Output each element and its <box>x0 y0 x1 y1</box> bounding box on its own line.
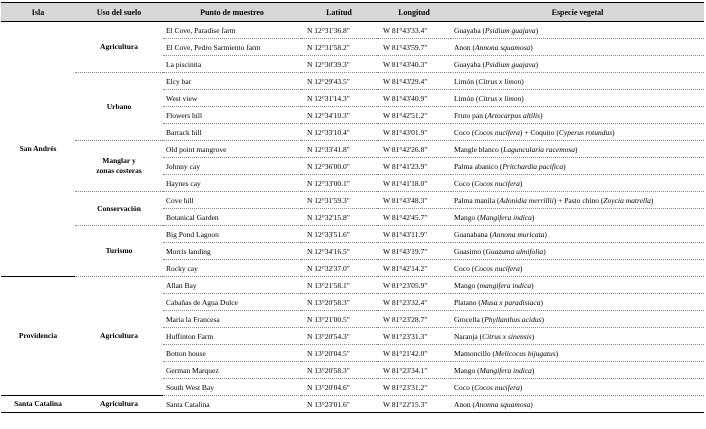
longitude-cell: W 81°42'26.8" <box>377 141 451 158</box>
species-cell <box>451 124 704 141</box>
land-use-cell: Turismo <box>75 226 163 277</box>
species-scientific-name: Mangifera indica <box>479 365 532 375</box>
species-text: ) <box>540 110 543 120</box>
longitude-cell: W 81°43'48.3" <box>377 192 451 209</box>
sampling-point-cell: Big Pond Lagoon <box>163 226 301 243</box>
species-text: ) <box>650 195 654 205</box>
species-common-name: Guasimo ( <box>454 246 486 256</box>
latitude-cell: N 12°34'10.3" <box>301 107 377 124</box>
species-scientific-name: Cocos nucifera <box>474 127 520 137</box>
sampling-point-cell: Haynes cay <box>163 175 301 192</box>
species-text: ) <box>531 212 535 222</box>
latitude-cell: N 12°33'10.4" <box>301 124 377 141</box>
species-text: ) <box>544 229 547 239</box>
longitude-cell: W 81°42'14.2" <box>377 260 451 277</box>
species-cell <box>451 243 704 260</box>
longitude-cell: W 81°43'40.3" <box>377 56 451 73</box>
species-common-name: Mango ( <box>454 365 480 375</box>
species-text: ) <box>519 178 523 188</box>
species-common-name: Platano ( <box>454 297 481 307</box>
species-text: ) <box>530 42 533 52</box>
header-longitud: Longitud <box>377 3 451 22</box>
sampling-point-cell: Allan Bay <box>163 277 301 294</box>
land-use-line: Manglar y <box>102 156 136 165</box>
longitude-cell: W 81°23'31.3" <box>377 328 451 345</box>
longitude-cell: W 81°43'29.4" <box>377 73 451 90</box>
species-cell <box>451 192 704 209</box>
longitude-cell: W 81°42'45.7" <box>377 209 451 226</box>
sampling-point-cell: Botton house <box>163 345 301 362</box>
longitude-cell: W 81°23'28.7" <box>377 311 451 328</box>
species-text: ) <box>530 399 533 409</box>
species-cell <box>451 362 704 379</box>
latitude-cell: N 13°23'01.6" <box>301 396 377 413</box>
sampling-point-cell: La piscinita <box>163 56 301 73</box>
species-scientific-name: Psidium guajava <box>485 25 536 35</box>
species-scientific-name: Artocarpus altilis <box>487 110 541 120</box>
sampling-point-cell: Old point mangrove <box>163 141 301 158</box>
latitude-cell: N 12°31'36.8" <box>301 22 377 39</box>
latitude-cell: N 12°31'58.2" <box>301 39 377 56</box>
land-use-line: zonas costeras <box>96 166 142 175</box>
sampling-point-cell: Barrack hill <box>163 124 301 141</box>
species-scientific-name: Annona muricata <box>492 229 545 239</box>
latitude-cell: N 12°34'16.5" <box>301 243 377 260</box>
land-use-cell: Agricultura <box>75 277 163 396</box>
species-cell <box>451 294 704 311</box>
table-row <box>1 277 704 294</box>
sampling-table <box>1 2 704 413</box>
land-use-cell: Agricultura <box>75 22 163 73</box>
species-scientific-name: mangifera indica <box>479 280 532 290</box>
table-row <box>1 22 704 39</box>
sampling-point-cell: Johnny cay <box>163 158 301 175</box>
sampling-point-cell: Rocky cay <box>163 260 301 277</box>
species-common-name: Guayaba ( <box>454 25 486 35</box>
species-text: ) <box>535 59 539 69</box>
latitude-cell: N 13°20'58.3" <box>301 362 377 379</box>
header-isla: Isla <box>1 3 75 22</box>
table-row <box>1 226 704 243</box>
species-common-name: Anon ( <box>454 42 476 52</box>
latitude-cell: N 13°20'04.5" <box>301 345 377 362</box>
island-cell: Santa Catalina <box>1 396 75 413</box>
species-text: ) <box>543 246 546 256</box>
latitude-cell: N 12°31'14.3" <box>301 90 377 107</box>
species-cell <box>451 396 704 413</box>
species-scientific-name: Phyllanthus acidus <box>484 314 542 324</box>
species-scientific-name: Guazuma ulmifolia <box>485 246 544 256</box>
latitude-cell: N 12°33'00.1" <box>301 175 377 192</box>
header-row <box>1 3 704 22</box>
sampling-point-cell: German Marquez <box>163 362 301 379</box>
longitude-cell: W 81°23'34.1" <box>377 362 451 379</box>
sampling-point-cell: Cove hill <box>163 192 301 209</box>
species-cell <box>451 311 704 328</box>
species-common-name: Anon ( <box>454 399 476 409</box>
longitude-cell: W 81°41'18.0" <box>377 175 451 192</box>
land-use-cell: Conservación <box>75 192 163 226</box>
header-especie: Especie vegetal <box>451 3 704 22</box>
species-cell <box>451 209 704 226</box>
species-cell <box>451 379 704 396</box>
species-scientific-name: Citrus x limon <box>478 76 522 86</box>
latitude-cell: N 13°21'58.1" <box>301 277 377 294</box>
species-text: ) <box>531 331 535 341</box>
header-latitud: Latitud <box>301 3 377 22</box>
species-common-name: Guayaba ( <box>454 59 486 69</box>
table-row <box>1 73 704 90</box>
species-scientific-name: Pritchardia pacifica <box>502 161 564 171</box>
sampling-point-cell: El Cove, Pedro Sarmiento farm <box>163 39 301 56</box>
sampling-point-cell: Elcy bar <box>163 73 301 90</box>
latitude-cell: N 12°33'41.8" <box>301 141 377 158</box>
species-scientific-name: Cocos nucifera <box>474 263 520 273</box>
species-scientific-name: Cocos nucifera <box>474 178 520 188</box>
species-cell <box>451 22 704 39</box>
species-common-name: Mamoncillo ( <box>454 348 496 358</box>
species-text: ) <box>541 314 544 324</box>
species-scientific-name: Anonna squamosa <box>475 399 531 409</box>
species-cell <box>451 328 704 345</box>
longitude-cell: W 81°41'23.9" <box>377 158 451 175</box>
species-cell <box>451 226 704 243</box>
sampling-point-cell: Huffinton Farm <box>163 328 301 345</box>
latitude-cell: N 12°29'43.5" <box>301 73 377 90</box>
longitude-cell: W 81°43'11.9" <box>377 226 451 243</box>
species-text: ) <box>555 348 559 358</box>
species-common-name: Coco ( <box>454 382 475 392</box>
species-common-name: Mango ( <box>454 212 480 222</box>
island-cell: Providencia <box>1 277 75 396</box>
species-text: ) <box>563 161 566 171</box>
species-common-name: Palma abanico ( <box>454 161 503 171</box>
longitude-cell: W 81°43'01.9" <box>377 124 451 141</box>
species-common-name: Coco ( <box>454 127 475 137</box>
species-cell <box>451 175 704 192</box>
species-cell <box>451 90 704 107</box>
latitude-cell: N 12°32'15.8" <box>301 209 377 226</box>
species-cell <box>451 345 704 362</box>
land-use-cell <box>75 141 163 192</box>
species-cell <box>451 158 704 175</box>
table-row <box>1 141 704 158</box>
species-common-name: Grocella ( <box>454 314 485 324</box>
species-common-name: Fruto pan ( <box>454 110 488 120</box>
species-text: ) + Pasto chino ( <box>553 195 604 205</box>
sampling-point-cell: Botanical Garden <box>163 209 301 226</box>
species-scientific-name: Musa x paradisiaca <box>480 297 541 307</box>
latitude-cell: N 13°21'00.5" <box>301 311 377 328</box>
sampling-point-cell: West view <box>163 90 301 107</box>
species-common-name: Coco ( <box>454 178 475 188</box>
longitude-cell: W 81°23'31.2" <box>377 379 451 396</box>
header-punto-muestreo: Punto de muestreo <box>163 3 301 22</box>
latitude-cell: N 12°32'37.0" <box>301 260 377 277</box>
species-scientific-name: Laguncularia racemosa <box>503 144 576 154</box>
species-text: ) <box>612 127 615 137</box>
latitude-cell: N 12°31'59.3" <box>301 192 377 209</box>
latitude-cell: N 13°20'58.3" <box>301 294 377 311</box>
longitude-cell: W 81°22'15.3" <box>377 396 451 413</box>
species-text: ) <box>535 25 539 35</box>
longitude-cell: W 81°43'59.7" <box>377 39 451 56</box>
species-cell <box>451 107 704 124</box>
latitude-cell: N 13°20'54.3" <box>301 328 377 345</box>
species-scientific-name: Melicocus bijugatus <box>495 348 556 358</box>
species-common-name: Mango ( <box>454 280 480 290</box>
species-common-name: Mangle blanco ( <box>454 144 504 154</box>
species-text: ) <box>575 144 578 154</box>
species-cell <box>451 56 704 73</box>
sampling-point-cell: Maria la Francesa <box>163 311 301 328</box>
longitude-cell: W 81°43'40.9" <box>377 90 451 107</box>
sampling-point-cell: Cabañas de Agua Dulce <box>163 294 301 311</box>
longitude-cell: W 81°42'51.2" <box>377 107 451 124</box>
species-text: ) <box>519 382 523 392</box>
species-common-name: Palma manila ( <box>454 195 500 205</box>
species-common-name: Naranja ( <box>454 331 483 341</box>
island-cell: San Andrés <box>1 22 75 277</box>
species-scientific-name: Mangifera indica <box>479 212 532 222</box>
table-body <box>1 22 704 413</box>
species-common-name: Guanabana ( <box>454 229 493 239</box>
species-scientific-name: Citrus x limon <box>478 93 522 103</box>
longitude-cell: W 81°23'05.9" <box>377 277 451 294</box>
sampling-point-cell: El Cove, Paradise farm <box>163 22 301 39</box>
species-scientific-name: Cocos nucifera <box>474 382 520 392</box>
species-scientific-name: Zoycia matrella <box>603 195 651 205</box>
latitude-cell: N 12°33'51.6" <box>301 226 377 243</box>
species-common-name: Limón ( <box>454 76 479 86</box>
sampling-point-cell: Santa Catalina <box>163 396 301 413</box>
header-uso-suelo: Uso del suelo <box>75 3 163 22</box>
species-scientific-name: Cyperus rotundus <box>558 127 613 137</box>
species-common-name: Coco ( <box>454 263 475 273</box>
species-text: ) <box>519 263 523 273</box>
species-cell <box>451 260 704 277</box>
species-scientific-name: Psidium guajava <box>485 59 536 69</box>
species-text: ) + Coquito ( <box>519 127 559 137</box>
species-cell <box>451 39 704 56</box>
latitude-cell: N 13°20'04.6" <box>301 379 377 396</box>
table-row <box>1 192 704 209</box>
table-row <box>1 396 704 413</box>
species-scientific-name: Adonidia merrillii <box>499 195 554 205</box>
sampling-point-cell: South West Bay <box>163 379 301 396</box>
land-use-cell: Agricultura <box>75 396 163 413</box>
species-scientific-name: Citrus x sinensis <box>482 331 532 341</box>
latitude-cell: N 12°36'00.0" <box>301 158 377 175</box>
species-text: ) <box>540 297 543 307</box>
species-scientific-name: Annona squamosa <box>475 42 531 52</box>
species-text: ) <box>521 93 524 103</box>
longitude-cell: W 81°43'19.7" <box>377 243 451 260</box>
longitude-cell: W 81°21'42.0" <box>377 345 451 362</box>
species-cell <box>451 141 704 158</box>
species-text: ) <box>531 365 535 375</box>
species-cell <box>451 73 704 90</box>
species-text: ) <box>521 76 524 86</box>
species-text: ) <box>531 280 534 290</box>
sampling-point-cell: Morris landing <box>163 243 301 260</box>
longitude-cell: W 81°23'32.4" <box>377 294 451 311</box>
species-common-name: Limón ( <box>454 93 479 103</box>
latitude-cell: N 12°30'39.3" <box>301 56 377 73</box>
species-cell <box>451 277 704 294</box>
land-use-cell: Urbano <box>75 73 163 141</box>
sampling-point-cell: Flowers hill <box>163 107 301 124</box>
longitude-cell: W 81°43'33.4" <box>377 22 451 39</box>
